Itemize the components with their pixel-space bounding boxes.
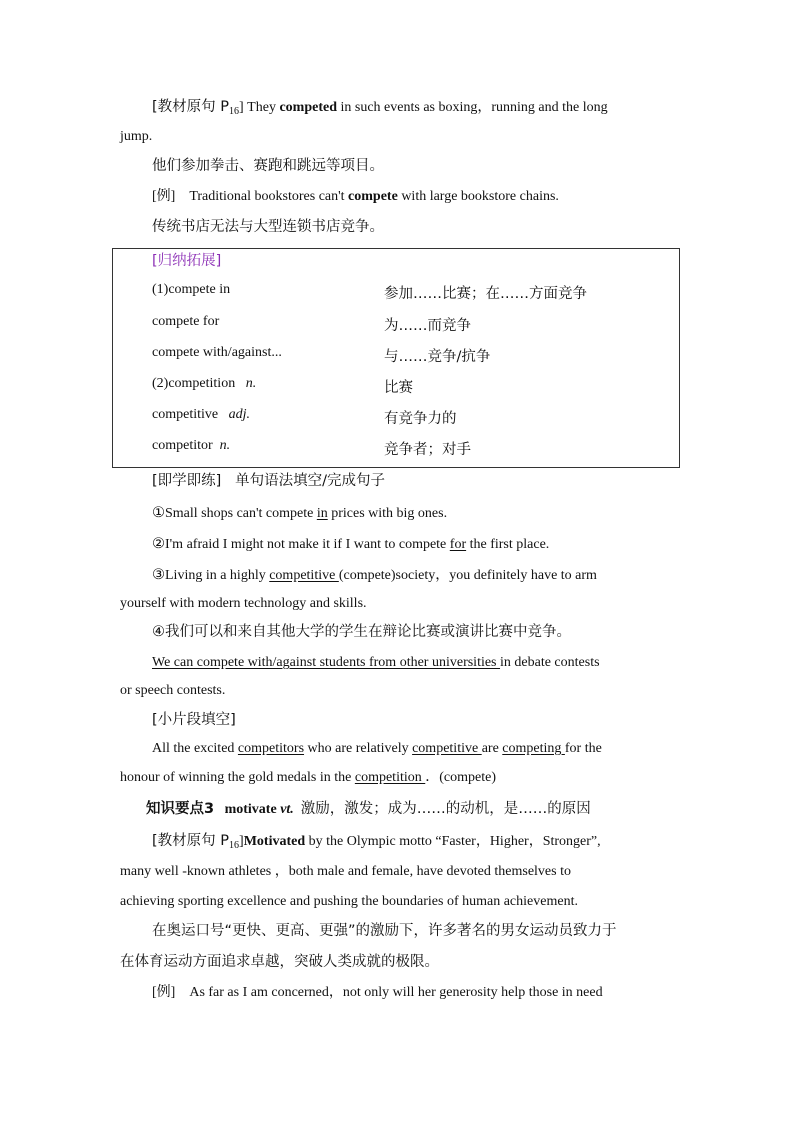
fill-blank-heading: [小片段填空] bbox=[152, 712, 236, 728]
question-3-cont: yourself with modern technology and skills. bbox=[120, 596, 367, 611]
fill-blank-line-2: honour of winning the gold medals in the competition ．(compete) bbox=[120, 770, 496, 785]
knowledge-point-3: 知识要点3 motivate vt. 激励，激发；成为……的动机，是……的原因 bbox=[146, 801, 591, 817]
textbook-sentence-2-cont-2: achieving sporting excellence and pushing the boundaries of human achievement. bbox=[120, 894, 578, 909]
example-1: [例] Traditional bookstores can't compete with large bookstore chains. bbox=[152, 189, 559, 204]
textbook-sentence-2: [教材原句 $P_{16}]Motivated$ by the Olympic motto “Faster，Higher，Stronger”, bbox=[152, 833, 601, 851]
translation-2-line-2: 在体育运动方面追求卓越，突破人类成就的极限。 bbox=[120, 954, 439, 970]
summary-box-title: [归纳拓展] bbox=[152, 253, 222, 269]
fill-blank-line-1: All the excited competitors who are relatively competitive are competing for the bbox=[152, 741, 602, 756]
document-page: [教材原句 $P_{16}$] They competed in such events as boxing，running and the long jump. 他们参加拳击、赛跑和跳远等项目。 [例] Traditional bookstores can't compete with large bookstore chains. 传统书店无法与大型连锁书店竞争。 [归纳拓展] (1)compete in 参加……比赛；在……方面竞争 compete for 为……而竞争 compete with/against... 与……竞争/抗争 (2)competition n. 比赛 competitive adj. 有竞争力的 competitor n. 竞争者；对手 [即学即练] 单句语法填空/完成句子 ①Small shops can't compete in prices with big ones. ②I'm afraid I might not make it if I want to compete for the first place. ③Living in a highly competitive (compete)society，you definitely have to arm yourself with modern technology and skills. ④我们可以和来自其他大学的学生在辩论比赛或演讲比赛中竞争。 We can compete with/against students from other universities in debate contests or speech contests. [小片段填空] All the excited competitors who are relatively competitive are competing for the honour of winning the gold medals in the competition ．(compete) 知识要点3 motivate vt. 激励，激发；成为……的动机，是……的原因 [教材原句 $P_{16}]Motivated$ by the Olympic motto “Faster，Higher，Stronger”, many well -known athletes ，both male and female, have devoted themselves to achieving sporting excellence and pushing the boundaries of human achievement. 在奥运口号“更快、更高、更强”的激励下，许多著名的男女运动员致力于 在体育运动方面追求卓越，突破人类成就的极限。 [例] As far as I am concerned，not only will her generosity help those in need bbox=[0, 0, 794, 1123]
question-4-cont: or speech contests. bbox=[120, 683, 226, 698]
textbook-sentence-1-cont: jump. bbox=[120, 129, 153, 144]
textbook-sentence-2-cont-1: many well -known athletes ，both male and female, have devoted themselves to bbox=[120, 864, 571, 879]
question-3: ③Living in a highly competitive (compete)society，you definitely have to arm bbox=[152, 567, 597, 583]
practice-heading: [即学即练] 单句语法填空/完成句子 bbox=[152, 473, 386, 489]
question-1: ①Small shops can't compete in prices with big ones. bbox=[152, 505, 448, 521]
example-1-translation: 传统书店无法与大型连锁书店竞争。 bbox=[152, 219, 384, 235]
translation-1: 他们参加拳击、赛跑和跳远等项目。 bbox=[152, 158, 384, 174]
question-4-answer: We can compete with/against students from other universities in debate contests bbox=[152, 655, 600, 670]
translation-2-line-1: 在奥运口号“更快、更高、更强”的激励下，许多著名的男女运动员致力于 bbox=[152, 923, 617, 939]
textbook-sentence-1: [教材原句 $P_{16}$] They competed in such events as boxing，running and the long bbox=[152, 99, 608, 117]
question-2: ②I'm afraid I might not make it if I want to compete for the first place. bbox=[152, 536, 550, 552]
question-4: ④我们可以和来自其他大学的学生在辩论比赛或演讲比赛中竞争。 bbox=[152, 624, 571, 640]
example-2: [例] As far as I am concerned，not only will her generosity help those in need bbox=[152, 985, 603, 1000]
